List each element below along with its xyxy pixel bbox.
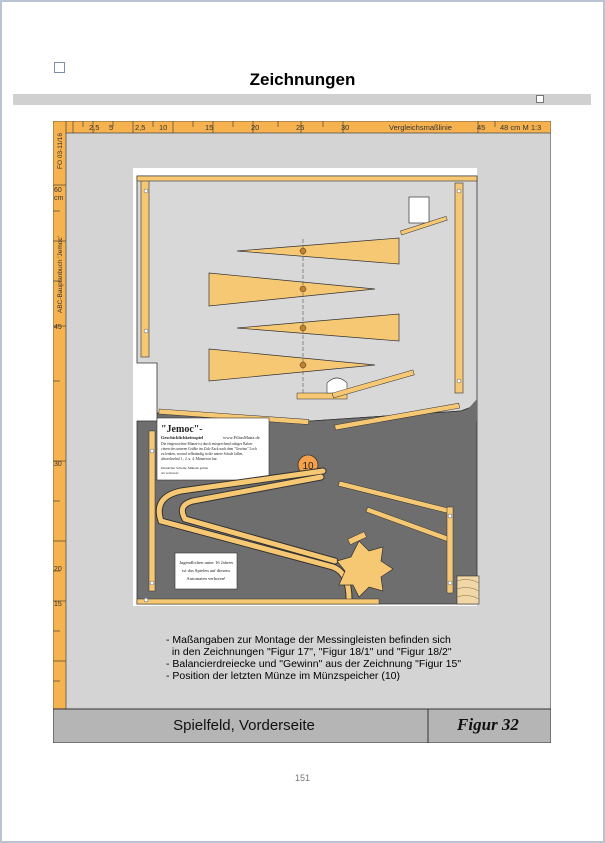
note-line: - Balancierdreiecke und "Gewinn" aus der Zeichnung "Figur 15"	[166, 658, 462, 670]
top-ruler-tick: 5	[109, 123, 114, 132]
left-ruler-book: ABC-Bauplanbuch 'Jemoc'	[57, 236, 64, 313]
top-ruler-tick: 15	[205, 123, 214, 132]
left-ruler	[53, 121, 66, 743]
table-header-bar	[13, 94, 591, 105]
footer-caption: Spielfeld, Vorderseite	[173, 716, 315, 734]
table-resize-handle-icon[interactable]	[536, 95, 544, 103]
card-subtitle: Geschicklichkeitsspiel	[161, 435, 204, 440]
document-page	[2, 2, 603, 841]
warning-line: Automaten verboten!	[186, 576, 226, 581]
top-ruler-tick: 25	[296, 123, 305, 132]
top-ruler-label: Vergleichsmaßlinie	[389, 123, 452, 132]
top-ruler-right: 48 cm M 1:3	[500, 123, 542, 132]
top-ruler-tick: 10	[159, 123, 168, 132]
top-ruler-tick: 45	[477, 123, 486, 132]
right-rail	[455, 183, 463, 393]
card-text-line: zu lenken, worauf selbständig in die untere Schale fallen.	[161, 452, 244, 456]
left-ruler-tick: 20	[54, 566, 62, 573]
card-text-line: abwechselnd 1., 2. u. 4. Münzen in bar.	[161, 457, 218, 461]
note-line: in den Zeichnungen "Figur 17", "Figur 18/1" und "Figur 18/2"	[166, 646, 452, 658]
top-rail	[137, 176, 477, 181]
left-ruler-tick: 60	[54, 187, 62, 194]
card-footer-line: als verboten!	[161, 471, 179, 475]
top-ruler-tick: 2,5	[89, 123, 100, 132]
card-text-line: cieren des unteren Größte im Zick-Zack nach dem "Gewinn" Loch	[161, 447, 257, 451]
note-line: - Position der letzten Münze im Münzspeicher (10)	[166, 670, 401, 682]
top-ruler-tick: 30	[341, 123, 350, 132]
warning-line: Jugendlichen unter 16 Jahren	[179, 560, 233, 565]
card-footer-line: Dienlicher Schenk, Münzen gelten	[161, 466, 209, 470]
notes-block	[166, 634, 461, 682]
card-text-line: Die eingeworfene Münze ist durch entsprechend ruhiges Balan-	[161, 442, 253, 446]
position-marker-label: 10	[302, 461, 314, 472]
page-number: 151	[294, 773, 311, 783]
left-ruler-tick: 45	[54, 324, 62, 331]
warning-line: ist das Spielen auf diesem	[182, 568, 230, 573]
coin-slot	[409, 197, 429, 223]
note-line: - Maßangaben zur Montage der Messingleisten befinden sich	[166, 634, 451, 646]
card-url: www.FiliusMatia.de	[223, 435, 260, 440]
left-ruler-code: FO 03-11/16	[57, 132, 64, 169]
page-title: Zeichnungen	[249, 70, 356, 89]
top-ruler-tick: 2,5	[135, 123, 146, 132]
card-title: "Jemoc"-	[161, 424, 203, 435]
left-ruler-unit: cm	[54, 195, 64, 202]
figure-label: Figur 32	[457, 715, 519, 734]
left-ruler-tick: 15	[54, 601, 62, 608]
top-ruler-tick: 20	[251, 123, 260, 132]
left-ruler-tick: 30	[54, 461, 62, 468]
